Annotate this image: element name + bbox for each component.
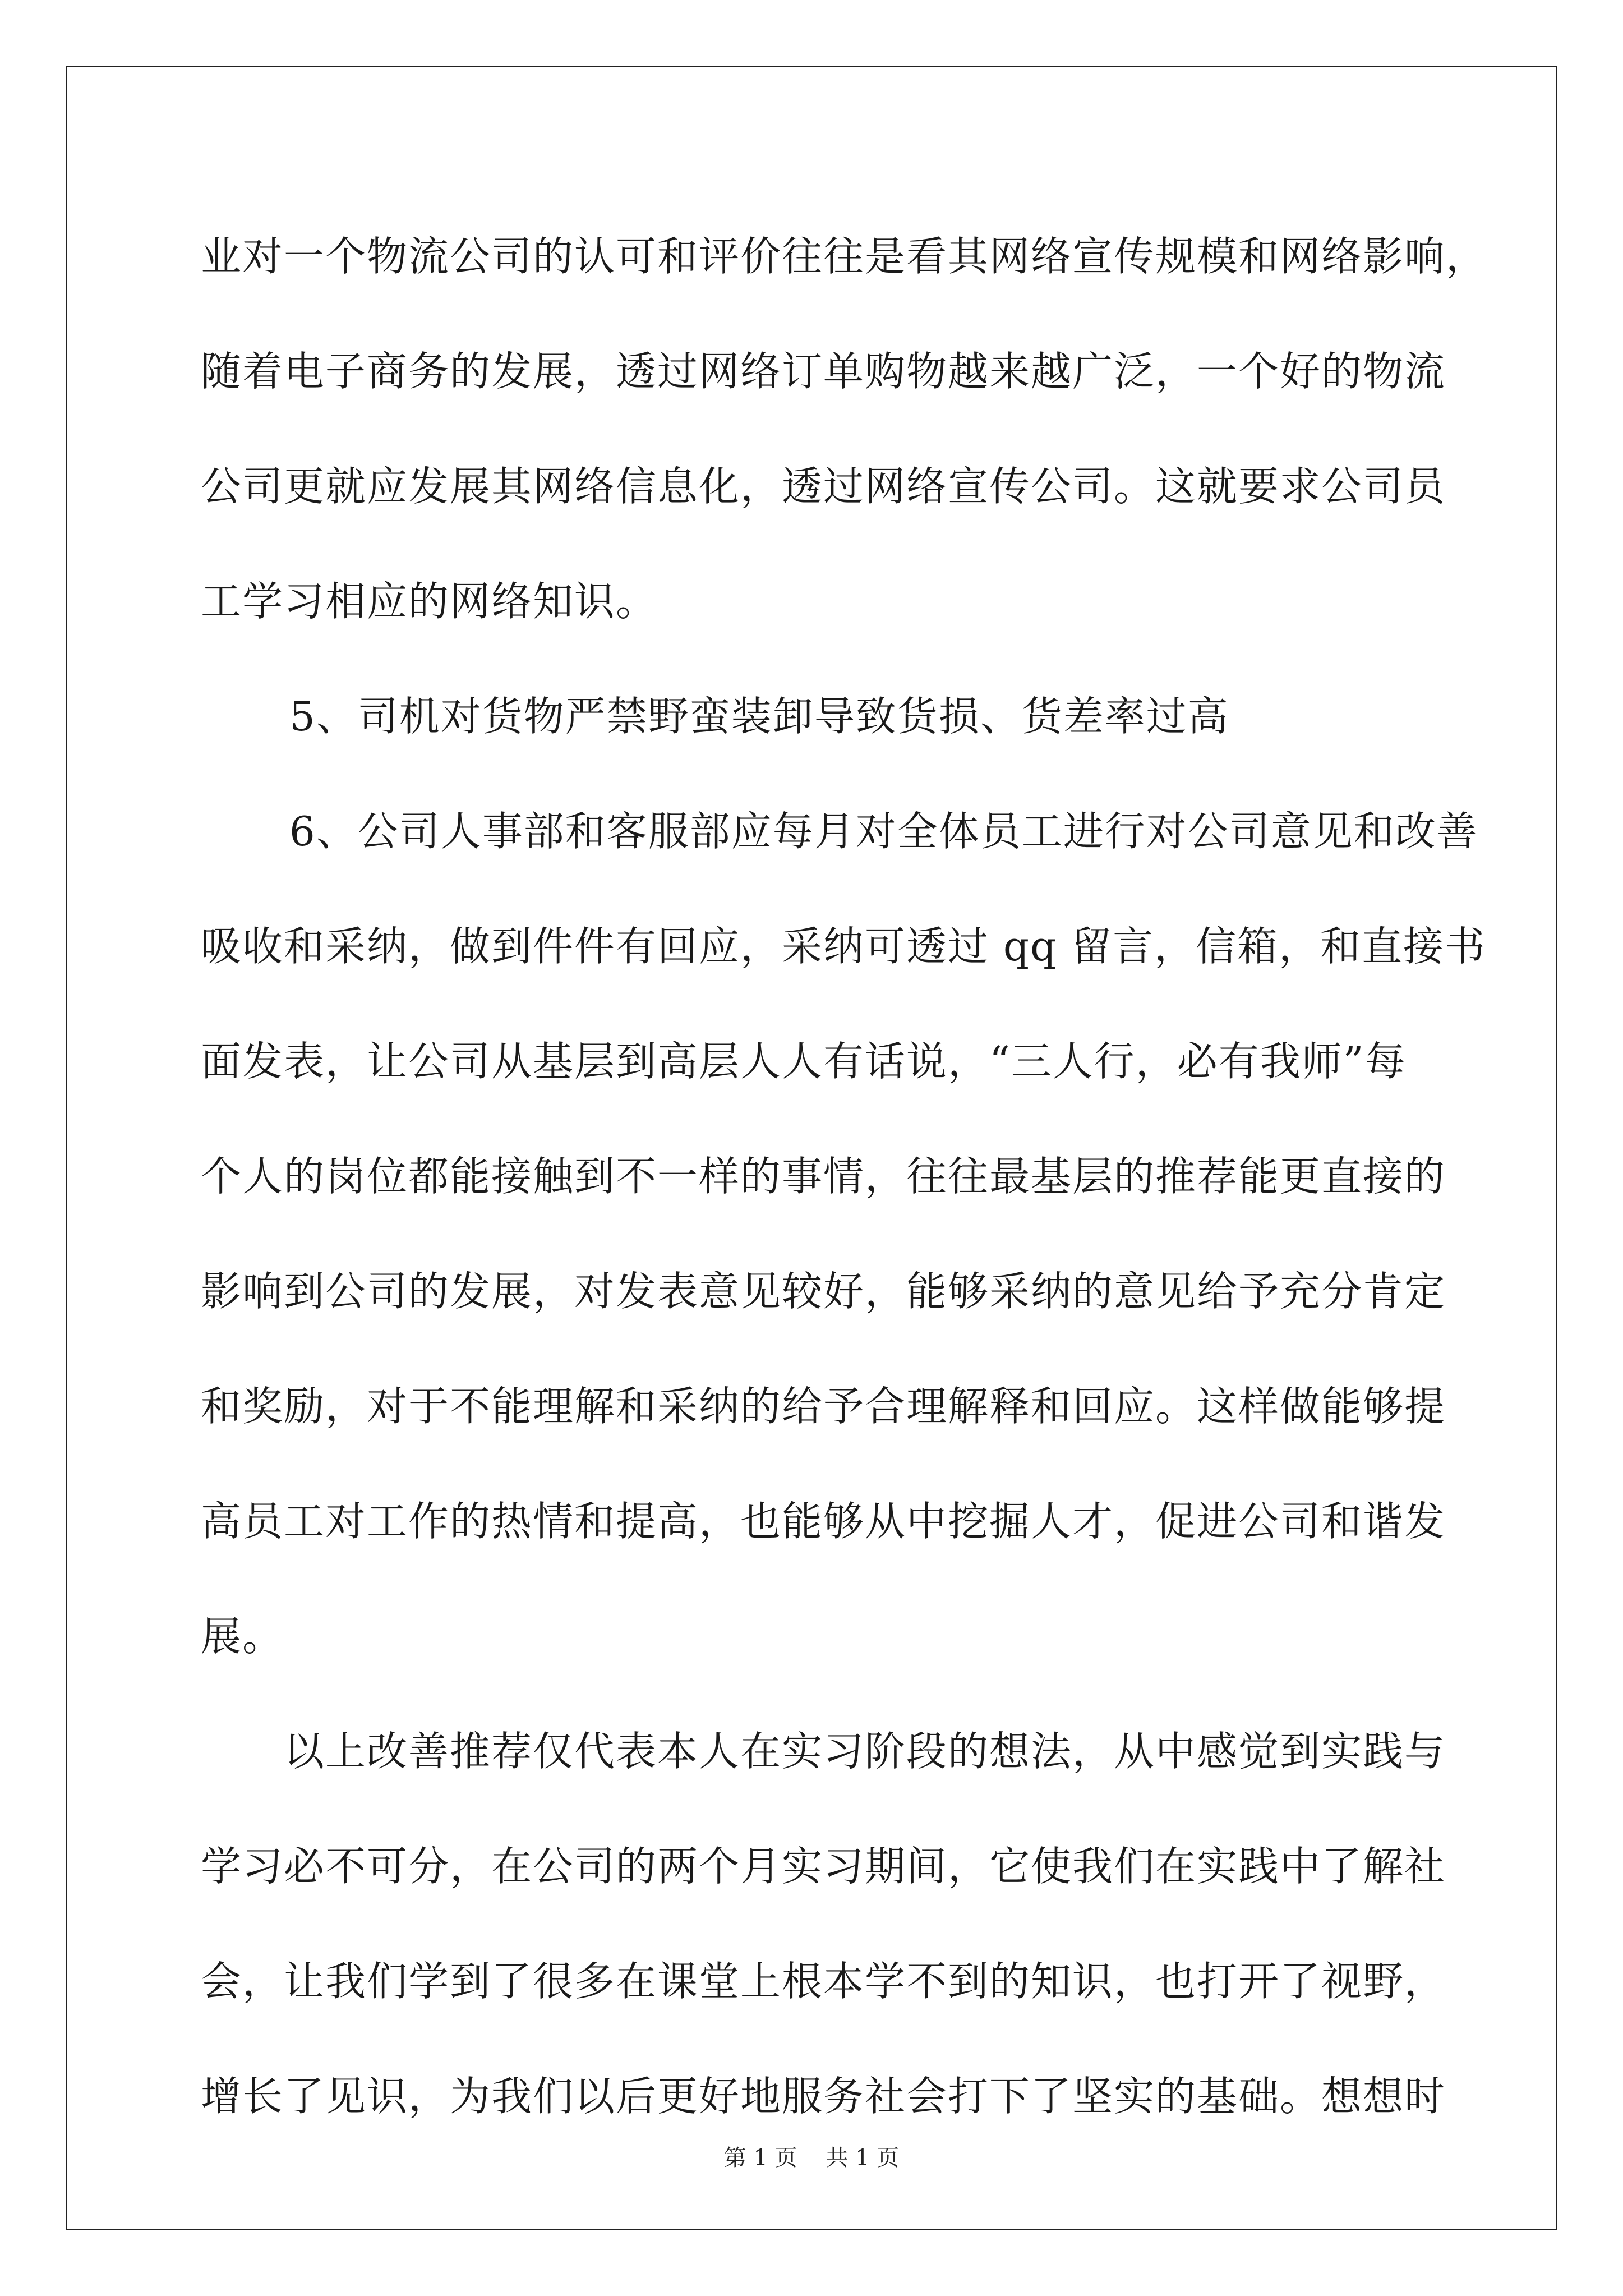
text-line: 高员工对工作的热情和提高，也能够从中挖掘人才，促进公司和谐发 (201, 1498, 1446, 1545)
text-line: 影响到公司的发展，对发表意见较好，能够采纳的意见给予充分肯定 (201, 1268, 1446, 1315)
page-number-footer: 第 1 页 共 1 页 (723, 2145, 900, 2171)
document-body (201, 199, 1488, 2154)
text-line: 工学习相应的网络知识。 (201, 578, 658, 625)
text-line: 业对一个物流公司的认可和评价往往是看其网络宣传规模和网络影响， (201, 233, 1488, 280)
text-line: 和奖励，对于不能理解和采纳的给予合理解释和回应。这样做能够提 (201, 1383, 1446, 1430)
paragraph-start: 以上改善推荐仅代表本人在实习阶段的想法，从中感觉到实践与 (284, 1728, 1446, 1775)
text-line: 展。 (201, 1613, 284, 1660)
text-line: 会，让我们学到了很多在课堂上根本学不到的知识，也打开了视野， (201, 1958, 1446, 2005)
text-line: 公司更就应发展其网络信息化，透过网络宣传公司。这就要求公司员 (201, 463, 1446, 510)
text-line: 面发表，让公司从基层到高层人人有话说，“三人行，必有我师”每 (201, 1038, 1407, 1085)
text-line: 吸收和采纳，做到件件有回应，采纳可透过 qq 留言，信箱，和直接书 (201, 923, 1486, 970)
text-line: 随着电子商务的发展，透过网络订单购物越来越广泛，一个好的物流 (201, 348, 1446, 395)
text-line: 学习必不可分，在公司的两个月实习期间，它使我们在实践中了解社 (201, 1843, 1446, 1890)
list-item-6: 6、公司人事部和客服部应每月对全体员工进行对公司意见和改善 (289, 808, 1478, 855)
text-line: 增长了见识，为我们以后更好地服务社会打下了坚实的基础。想想时 (201, 2073, 1446, 2120)
text-line: 个人的岗位都能接触到不一样的事情，往往最基层的推荐能更直接的 (201, 1153, 1446, 1200)
list-item-5: 5、司机对货物严禁野蛮装卸导致货损、货差率过高 (289, 693, 1229, 740)
